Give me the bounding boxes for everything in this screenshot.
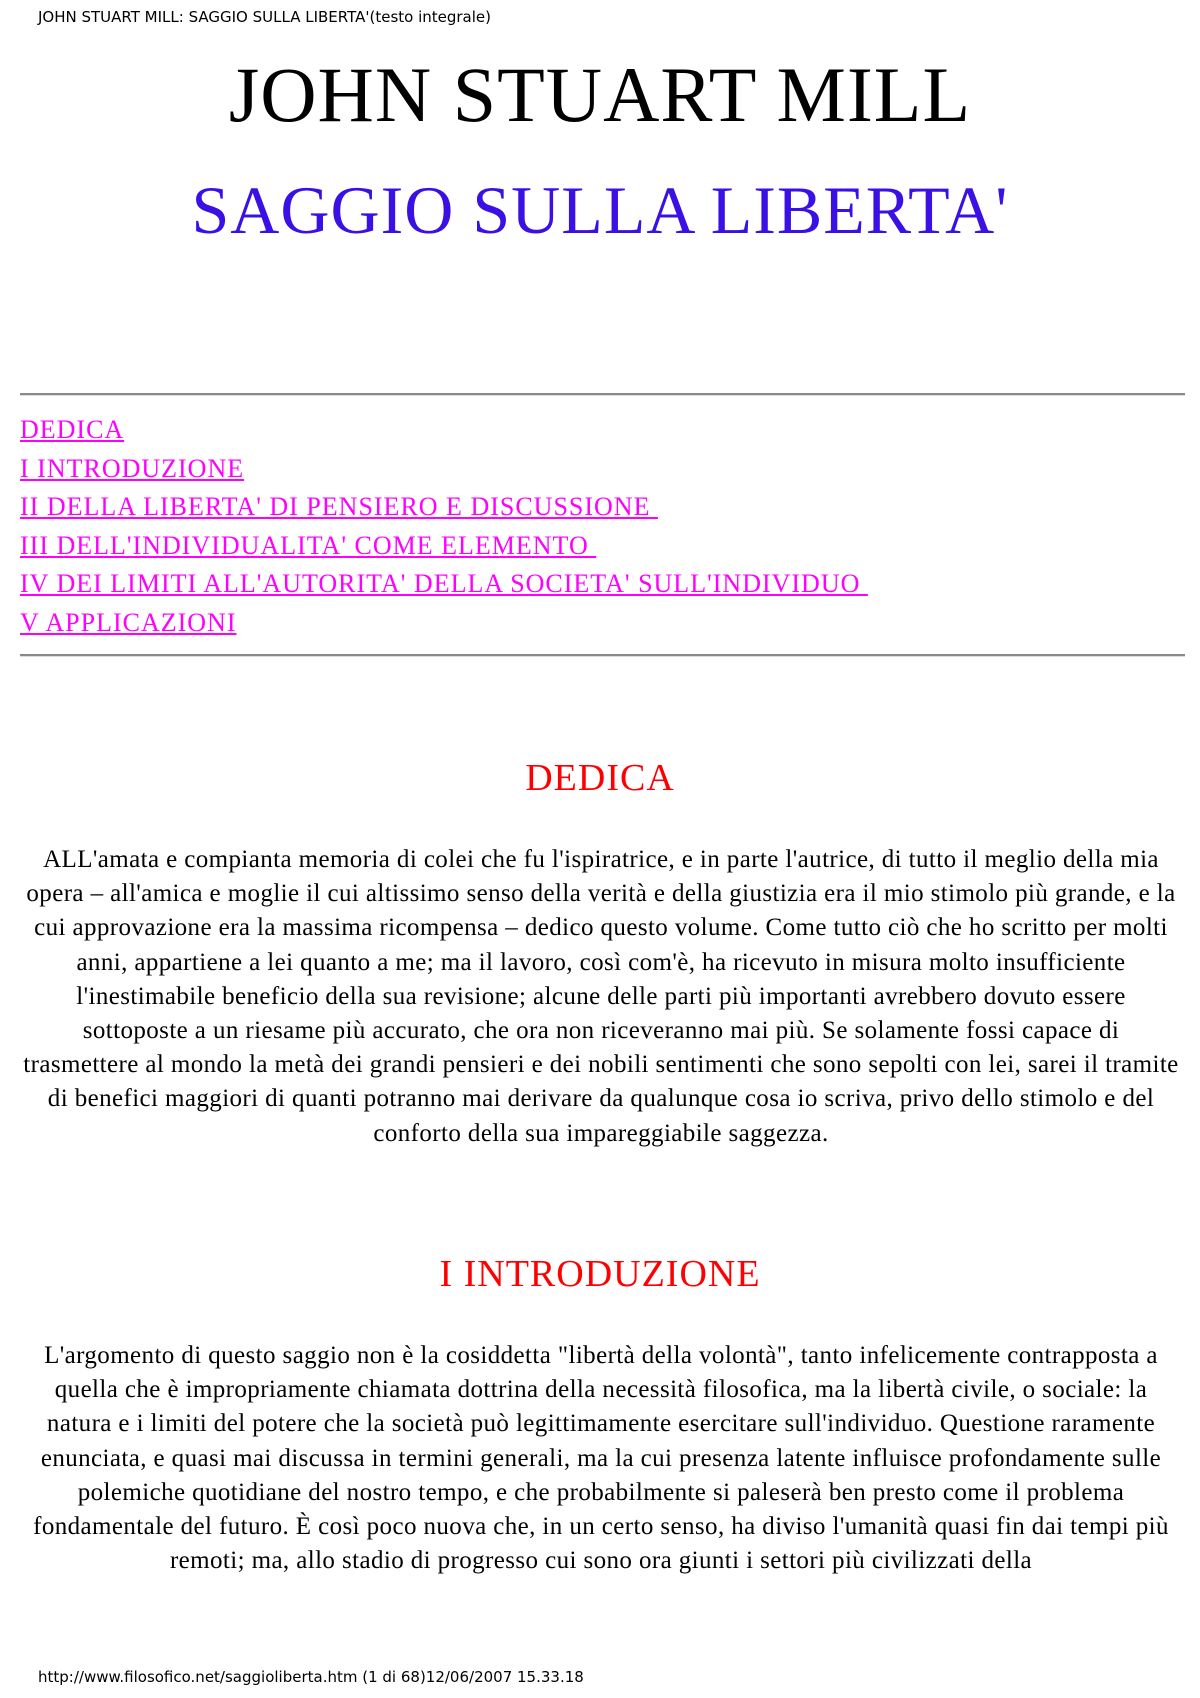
toc-item xyxy=(20,565,868,604)
bottom-divider xyxy=(20,654,1185,657)
toc-item xyxy=(20,450,868,489)
toc-link-limiti-autorita[interactable]: IV DEI LIMITI ALL'AUTORITA' DELLA SOCIETA' SULL'INDIVIDUO xyxy=(20,569,868,598)
print-header: JOHN STUART MILL: SAGGIO SULLA LIBERTA'(testo integrale) xyxy=(38,8,491,26)
print-footer: http://www.filosofico.net/saggioliberta.htm (1 di 68)12/06/2007 15.33.18 xyxy=(38,1668,584,1686)
toc-link-individualita[interactable]: III DELL'INDIVIDUALITA' COME ELEMENTO xyxy=(20,530,597,560)
section-heading-dedica: DEDICA xyxy=(525,757,675,799)
section-heading-introduzione: I INTRODUZIONE xyxy=(439,1253,761,1295)
toc-link-liberta-pensiero[interactable]: II DELLA LIBERTA' DI PENSIERO E DISCUSSIONE xyxy=(20,492,658,521)
toc-link-dedica[interactable]: DEDICA xyxy=(20,415,125,444)
book-title: SAGGIO SULLA LIBERTA' xyxy=(191,172,1009,248)
introduction-paragraph: L'argomento di questo saggio non è la cosiddetta "libertà della volontà", tanto infelicemente contrapposta a quella che è impropriamente chiamata dottrina della necessità filosofica, ma la libertà civile, o sociale: la natura e i limiti del potere che la società può legittimamente esercitare sull'individuo. Questione raramente enunciata, e quasi mai discussa in termini generali, ma la cui presenza latente influisce profondamente sulle polemiche quotidiane del nostro tempo, e che probabilmente si paleserà ben presto come il problema fondamentale del futuro. È così poco nuova che, in un certo senso, ha diviso l'umanità quasi fin dai tempi più remoti; ma, allo stadio di progresso cui sono ora giunti i settori più civilizzati della xyxy=(33,1342,1169,1575)
toc-item xyxy=(20,604,868,643)
toc-link-applicazioni[interactable]: V APPLICAZIONI xyxy=(20,607,237,637)
toc-link-introduzione[interactable]: I INTRODUZIONE xyxy=(20,453,245,483)
toc-item xyxy=(20,411,868,450)
toc-item xyxy=(20,488,868,527)
top-divider xyxy=(20,393,1185,396)
dedication-paragraph: ALL'amata e compianta memoria di colei che fu l'ispiratrice, e in parte l'autrice, di tutto il meglio della mia opera – all'amica e moglie il cui altissimo senso della verità e della giustizia era il mio stimolo più grande, e la cui approvazione era la massima ricompensa – dedico questo volume. Come tutto ciò che ho scritto per molti anni, appartiene a lei quanto a me; ma il lavoro, così com'è, ha ricevuto in misura molto insufficiente l'inestimabile beneficio della sua revisione; alcune delle parti più importanti avrebbero dovuto essere sottoposte a un riesame più accurato, che ora non riceveranno mai più. Se solamente fossi capace di trasmettere al mondo la metà dei grandi pensieri e dei nobili sentimenti che sono sepolti con lei, sarei il tramite di benefici maggiori di quanti potranno mai derivare da qualunque cosa io scriva, privo dello stimolo e del conforto della sua impareggiabile saggezza. xyxy=(23,846,1179,1147)
table-of-contents xyxy=(20,411,868,642)
author-name: JOHN STUART MILL xyxy=(228,51,972,138)
toc-item xyxy=(20,527,868,566)
